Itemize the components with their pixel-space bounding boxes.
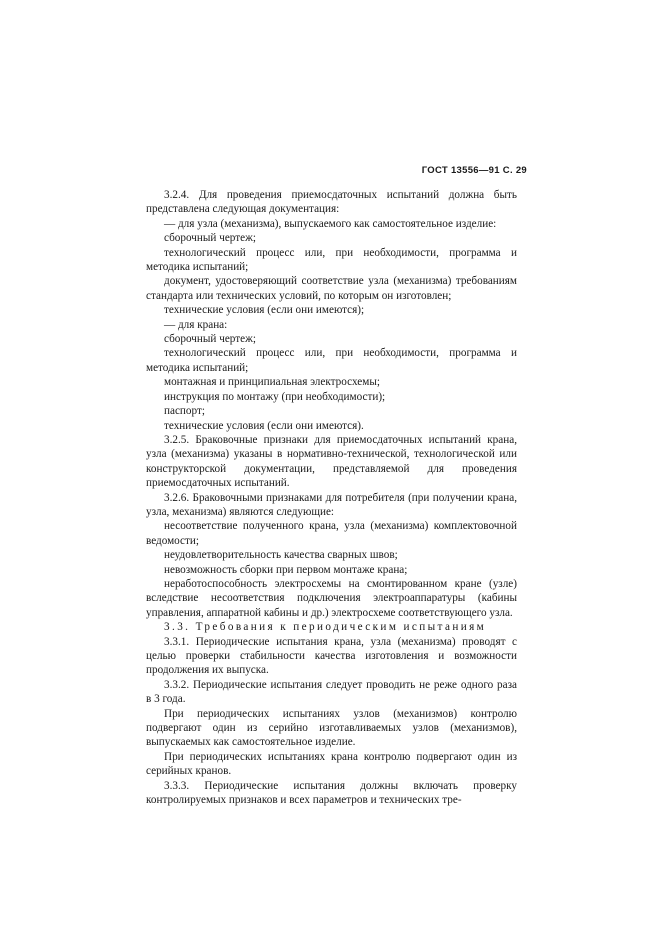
list-item: технологический процесс или, при необходимости, программа и методика испытаний; <box>146 347 517 374</box>
paragraph: 3.3.1. Периодические испытания крана, узла (механизма) проводят с целью проверки стабильности качества изготовления и возможности продолжения их выпуска. <box>146 635 517 677</box>
list-item: неудовлетворительность качества сварных швов; <box>164 549 398 562</box>
paragraph: — для крана: <box>164 318 228 331</box>
paragraph: 3.2.4. Для проведения приемосдаточных испытаний должна быть представлена следующая документация: <box>146 189 517 216</box>
list-item: монтажная и принципиальная электросхемы; <box>164 376 380 389</box>
section-heading: 3.3. Требования к периодическим испытаниям <box>164 621 487 634</box>
paragraph: 3.2.5. Браковочные признаки для приемосдаточных испытаний крана, узла (механизма) указаны в нормативно-технической, технологической или конструкторской документации, представляемой для проведения приемосдаточных испытаний. <box>146 433 517 490</box>
list-item: несоответствие полученного крана, узла (механизма) комплектовочной ведомости; <box>146 520 517 547</box>
list-item: сборочный чертеж; <box>164 232 256 245</box>
list-item: неработоспособность электросхемы на смонтированном кране (узле) вследствие несоответствия подключения электроаппаратуры (кабины управления, аппаратной кабины и др.) электросхеме соответствующего узла. <box>146 577 517 619</box>
list-item: невозможность сборки при первом монтаже крана; <box>164 563 408 576</box>
list-item: паспорт; <box>164 405 205 418</box>
paragraph: При периодических испытаниях узлов (механизмов) контролю подвергают один из серийно изготавливаемых узлов (механизмов), выпускаемых как самостоятельное изделие. <box>146 707 517 749</box>
paragraph: 3.2.6. Браковочными признаками для потребителя (при получении крана, узла, механизма) являются следующие: <box>146 491 517 518</box>
paragraph: При периодических испытаниях крана контролю подвергают один из серийных кранов. <box>146 750 517 778</box>
list-item: технические условия (если они имеются); <box>164 304 365 317</box>
paragraph: 3.3.2. Периодические испытания следует проводить не реже одного раза в 3 года. <box>146 678 517 706</box>
page-header: ГОСТ 13556—91 С. 29 <box>421 165 527 176</box>
list-item: технологический процесс или, при необходимости, программа и методика испытаний; <box>146 246 517 274</box>
list-item: технические условия (если они имеются). <box>164 419 364 432</box>
paragraph: 3.3.3. Периодические испытания должны включать проверку контролируемых признаков и всех параметров и технических тре- <box>146 779 517 807</box>
list-item: документ, удостоверяющий соответствие узла (механизма) требованиям стандарта или технических условий, по которым он изготовлен; <box>146 275 517 302</box>
paragraph: — для узла (механизма), выпускаемого как самостоятельное изделие: <box>164 217 497 230</box>
list-item: инструкция по монтажу (при необходимости); <box>164 390 386 403</box>
list-item: сборочный чертеж; <box>164 333 256 346</box>
document-body <box>146 188 517 807</box>
